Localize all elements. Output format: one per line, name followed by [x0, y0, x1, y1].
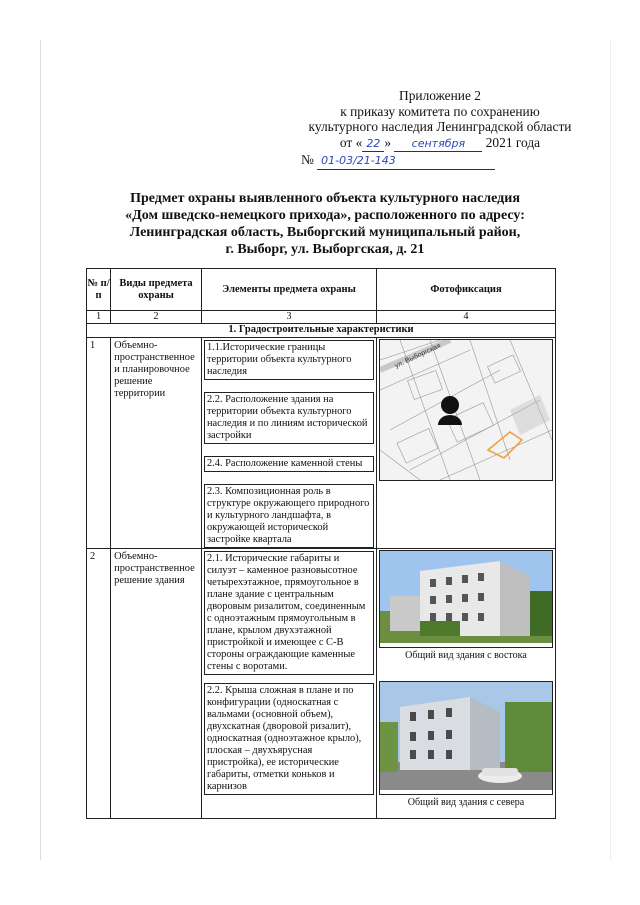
- row-type: Объемно-пространственное решение здания: [111, 549, 202, 819]
- row-elements: [201, 549, 376, 819]
- page-title: Предмет охраны выявленного объекта культурного наследия «Дом шведско-немецкого прихода», расположенного по адресу: Ленинградская область, Выборгский муниципальный район, г. Выборг, ул. Выборгская, д. 21: [125, 191, 525, 257]
- appendix-line: к приказу комитета по сохранению: [340, 103, 540, 119]
- row-elements: [201, 338, 376, 549]
- building-photo-north: [380, 682, 552, 790]
- header-elements: Элементы предмета охраны: [201, 269, 376, 311]
- date-month: сентября: [394, 136, 482, 153]
- table-header-row: [87, 269, 556, 311]
- element-item: 2.2. Крыша сложная в плане и по конфигурации (односкатная с вальмами (основной объем), двухскатная (дворовой ризалит), односкатная (одноэтажное крыло), плоская – двухъярусная пристройка), ее исторические габариты, отметки коньков и карнизов: [204, 683, 374, 795]
- appendix-line: культурного наследия Ленинградской области: [308, 119, 572, 134]
- site-map: [379, 339, 553, 481]
- row-photo: [376, 549, 555, 819]
- element-item: 2.4. Расположение каменной стены: [204, 456, 374, 472]
- section-title: 1. Градостроительные характеристики: [87, 324, 556, 338]
- row-num: 2: [87, 549, 111, 819]
- appendix-header: [295, 88, 585, 170]
- column-number-row: [87, 311, 556, 324]
- photo-east: [379, 550, 553, 648]
- header-num: № п/п: [87, 269, 111, 311]
- order-number: 01-03/21-143: [317, 153, 495, 170]
- photo-caption: Общий вид здания с востока: [405, 650, 527, 661]
- header-photo: Фотофиксация: [376, 269, 555, 311]
- col-number: 1: [87, 311, 111, 324]
- building-photo-east: [380, 551, 552, 643]
- date-day: 22: [362, 136, 384, 153]
- element-item: 2.3. Композиционная роль в структуре окружающего природного и культурного ландшафта, в окружающей исторической застройке квартала: [204, 484, 374, 548]
- appendix-title: Приложение 2: [399, 88, 481, 103]
- map-street-label: ул. Выборгская: [393, 342, 442, 370]
- appendix-date: от « 22 » сентября 2021 года: [295, 135, 585, 153]
- site-map-drawing: [380, 340, 552, 480]
- protection-table: [86, 268, 556, 819]
- element-item: 2.1. Исторические габариты и силуэт – каменное разновысотное четырехэтажное, прямоугольное в плане здание с центральным дворовым ризалитом, соединенным с одноэтажным прямоугольным в плане, крылом двухэтажной пристройкой и имеющее с С-В стороны ограждающие каменные стены с воротами.: [204, 551, 374, 675]
- photo-north: [379, 681, 553, 795]
- appendix-number: № 01-03/21-143: [295, 152, 585, 170]
- element-item: 2.2. Расположение здания на территории объекта культурного наследия и по линиям исторической застройки: [204, 392, 374, 444]
- row-num: 1: [87, 338, 111, 549]
- col-number: 2: [111, 311, 202, 324]
- table-row: [87, 338, 556, 549]
- section-row: [87, 324, 556, 338]
- element-item: 1.1.Исторические границы территории объекта культурного наследия: [204, 340, 374, 380]
- header-type: Виды предмета охраны: [111, 269, 202, 311]
- scan-edge: [610, 40, 611, 860]
- row-type: Объемно-пространственное и планировочное решение территории: [111, 338, 202, 549]
- row-photo: [376, 338, 555, 549]
- col-number: 3: [201, 311, 376, 324]
- col-number: 4: [376, 311, 555, 324]
- scan-edge: [40, 40, 41, 860]
- table-row: [87, 549, 556, 819]
- photo-caption: Общий вид здания с севера: [407, 797, 525, 808]
